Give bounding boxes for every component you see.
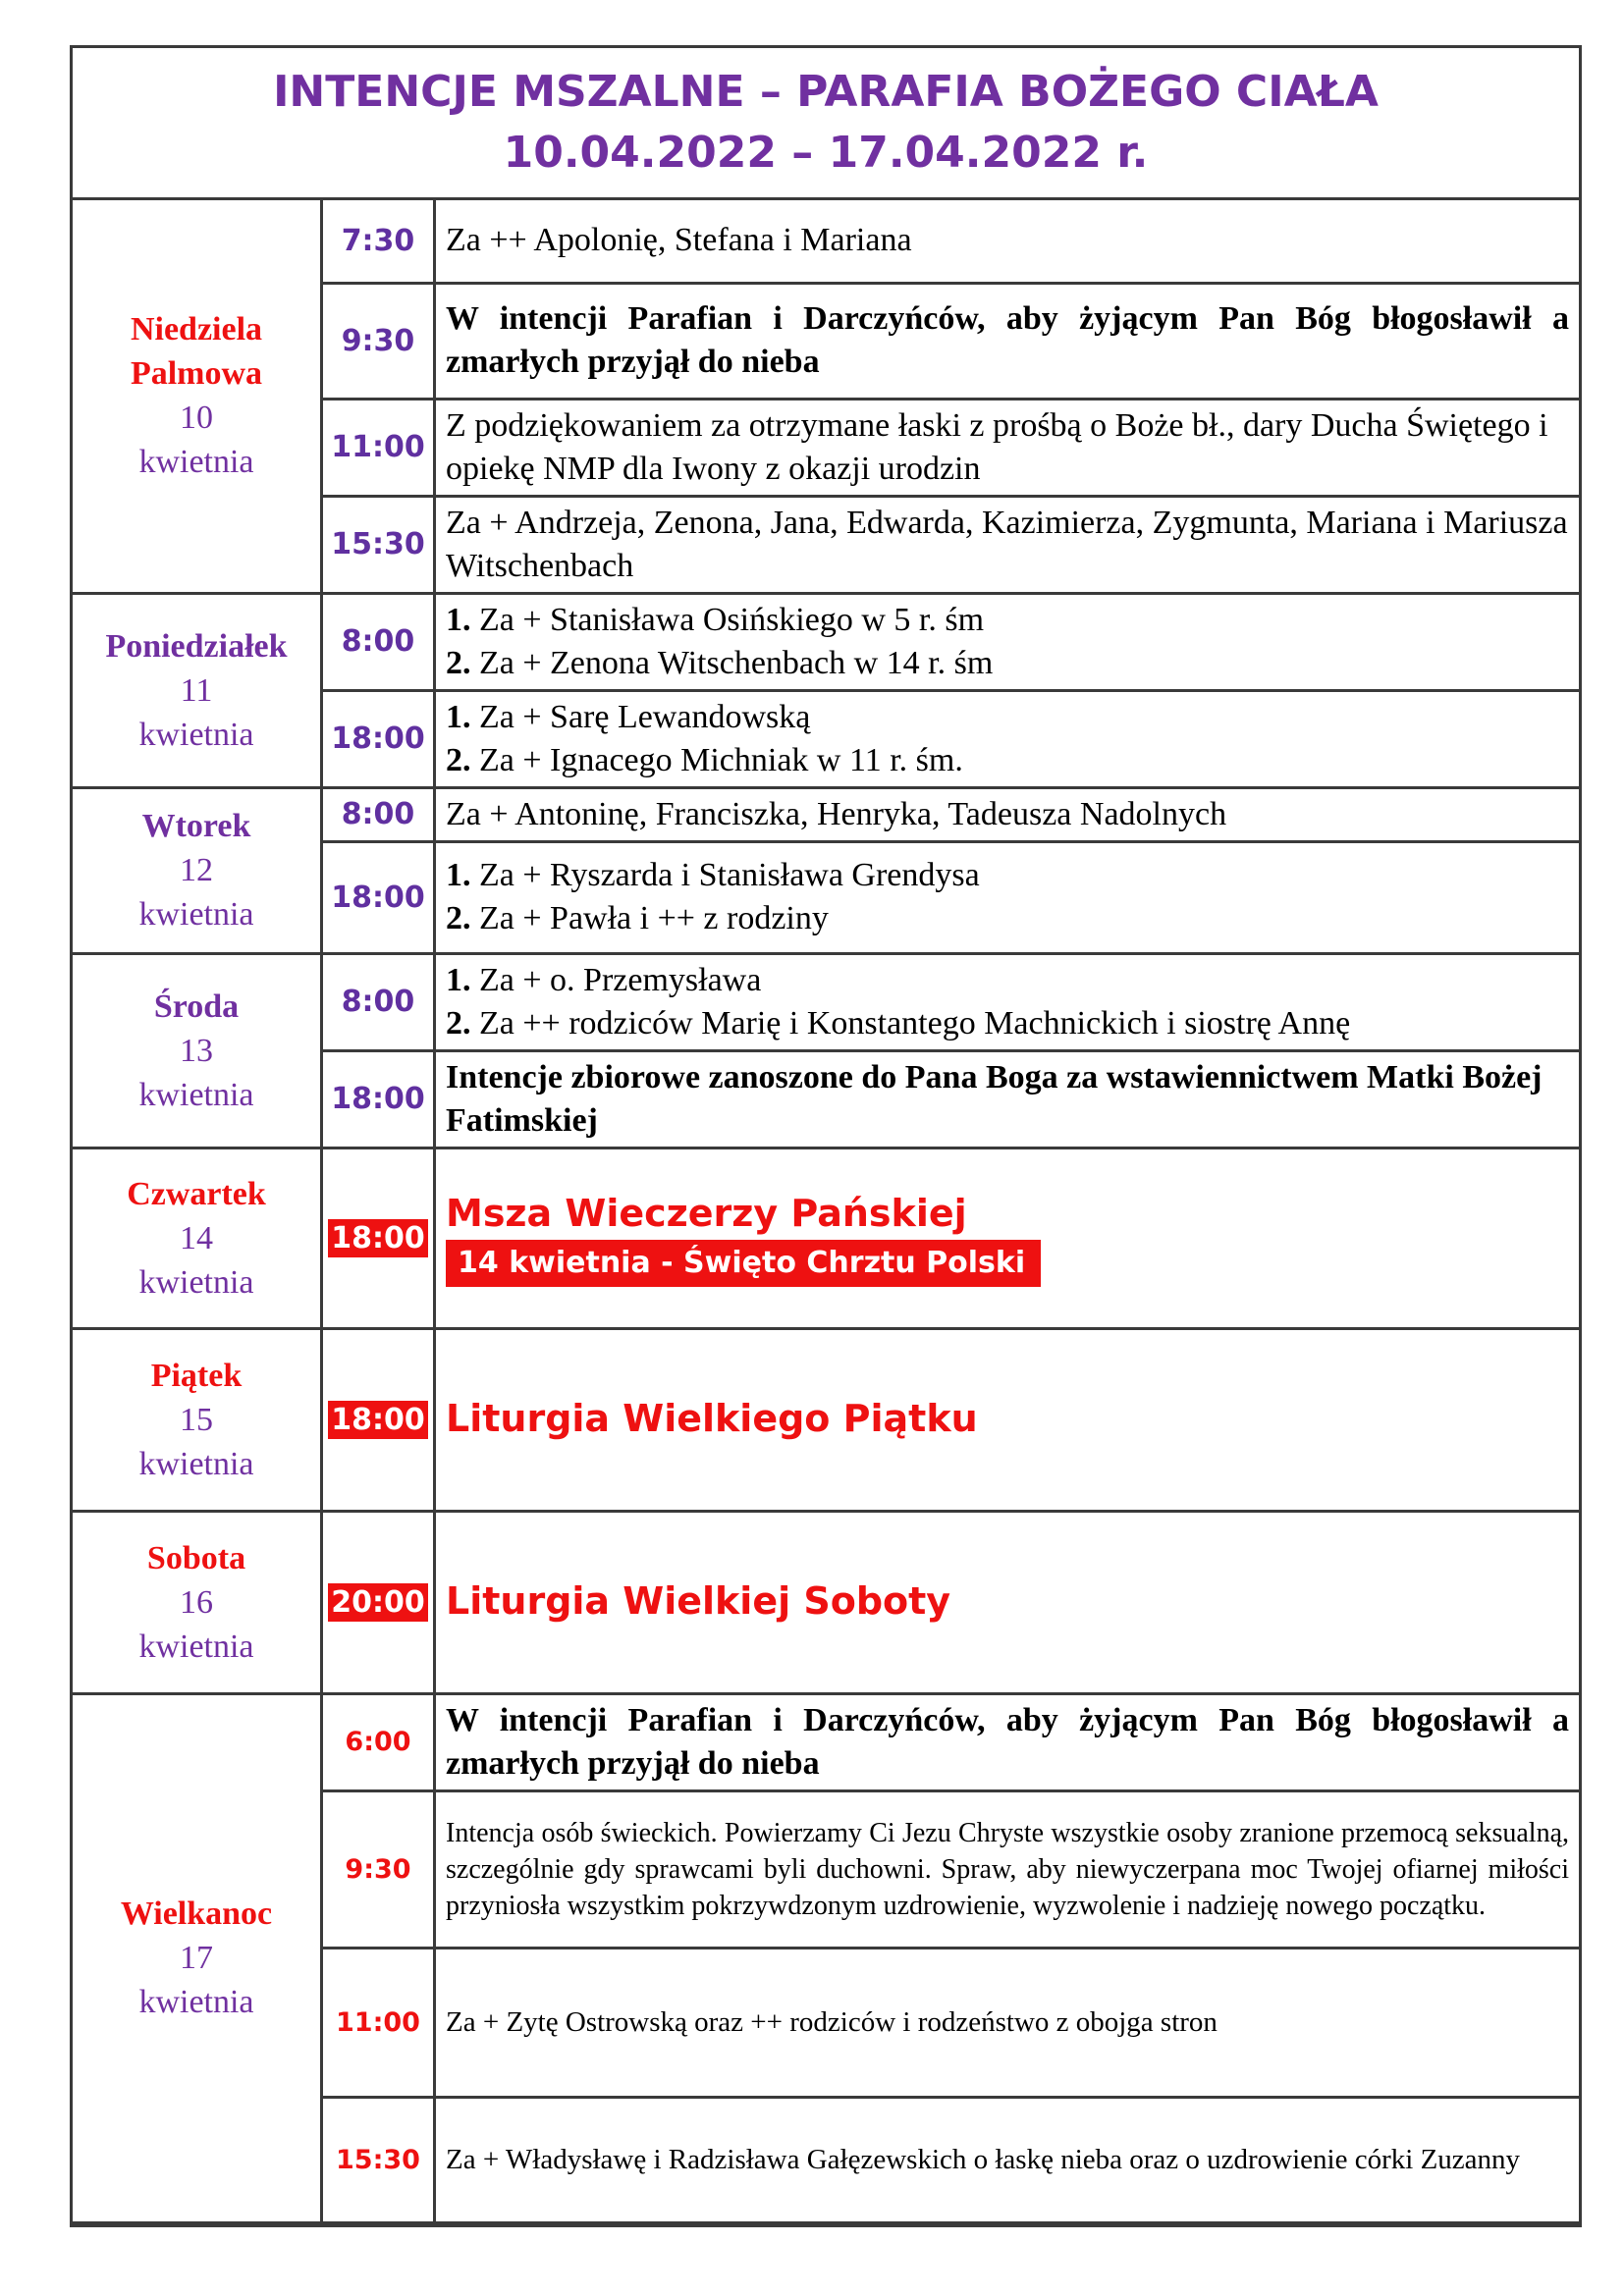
mass-intention xyxy=(435,953,1580,1050)
intentions-sheet xyxy=(70,45,1582,2227)
day-cell-easter xyxy=(73,1693,322,2222)
mass-time: 18:00 xyxy=(328,1401,428,1439)
page-title xyxy=(73,48,1579,200)
day-cell-saturday xyxy=(73,1511,322,1693)
day-name: Poniedziałek xyxy=(105,627,288,665)
day-cell-thursday xyxy=(73,1148,322,1328)
intention-number: 1. xyxy=(446,698,471,735)
day-month: kwietnia xyxy=(138,1076,254,1113)
intention-line: Za + Zenona Witschenbach w 14 r. śm xyxy=(470,644,994,681)
day-name: Niedziela xyxy=(130,311,263,348)
day-month: kwietnia xyxy=(138,1445,254,1482)
day-month: kwietnia xyxy=(138,1628,254,1665)
mass-intention: Intencja osób świeckich. Powierzamy Ci Jezu Chryste wszystkie osoby zranione przemocą seksualną, szczególnie gdy sprawcami byli duchowni. Spraw, aby niewyczerpana moc Twojej ofiarnej miłości przyniosła wszystkim pokrzywdzonym uzdrowienie, wyzwolenie i nadzieję nowego początku. xyxy=(435,1790,1580,1948)
day-name: Piątek xyxy=(150,1357,243,1394)
table-row xyxy=(73,1511,1579,1693)
day-month: kwietnia xyxy=(138,1263,254,1301)
mass-time: 9:30 xyxy=(322,283,435,399)
feast-title: Msza Wieczerzy Pańskiej xyxy=(446,1192,967,1235)
intention-number: 2. xyxy=(446,644,471,681)
mass-time-cell xyxy=(322,1328,435,1511)
mass-intention: W intencji Parafian i Darczyńców, aby żyjącym Pan Bóg błogosławił a zmarłych przyjął do nieba xyxy=(435,283,1580,399)
mass-intention: Za + Andrzeja, Zenona, Jana, Edwarda, Kazimierza, Zygmunta, Mariana i Mariusza Witschenbach xyxy=(435,496,1580,593)
mass-time: 7:30 xyxy=(322,200,435,283)
title-line-2: 10.04.2022 – 17.04.2022 r. xyxy=(503,128,1149,178)
day-number: 12 xyxy=(180,852,213,888)
table-row xyxy=(73,1148,1579,1328)
table-row xyxy=(73,593,1579,690)
intention-line: Za + Sarę Lewandowską xyxy=(470,698,811,735)
mass-intention xyxy=(435,1148,1580,1328)
schedule-table xyxy=(73,200,1579,2224)
day-cell-tuesday xyxy=(73,787,322,953)
intention-number: 2. xyxy=(446,741,471,778)
mass-intention: Za + Antoninę, Franciszka, Henryka, Tadeusza Nadolnych xyxy=(435,787,1580,841)
intention-line: Za ++ rodziców Marię i Konstantego Machnickich i siostrę Annę xyxy=(470,1004,1351,1041)
mass-time: 11:00 xyxy=(322,399,435,496)
table-row xyxy=(73,1693,1579,1790)
day-number: 11 xyxy=(180,671,213,709)
mass-time: 15:30 xyxy=(322,2097,435,2222)
intention-line: Za + Ignacego Michniak w 11 r. śm. xyxy=(470,741,963,778)
intention-number: 2. xyxy=(446,1004,471,1041)
mass-intention: Za + Zytę Ostrowską oraz ++ rodziców i rodzeństwo z obojga stron xyxy=(435,1948,1580,2097)
mass-intention: Z podziękowaniem za otrzymane łaski z prośbą o Boże bł., dary Ducha Świętego i opiekę NMP dla Iwony z okazji urodzin xyxy=(435,399,1580,496)
mass-intention xyxy=(435,690,1580,787)
day-number: 10 xyxy=(180,400,213,437)
intention-number: 1. xyxy=(446,857,471,893)
day-cell-monday xyxy=(73,593,322,787)
table-row xyxy=(73,1328,1579,1511)
mass-time: 18:00 xyxy=(322,690,435,787)
mass-intention xyxy=(435,593,1580,690)
mass-time: 6:00 xyxy=(322,1693,435,1790)
mass-time: 15:30 xyxy=(322,496,435,593)
mass-time: 9:30 xyxy=(322,1790,435,1948)
mass-time: 8:00 xyxy=(322,593,435,690)
table-row xyxy=(73,953,1579,1050)
day-cell-wednesday xyxy=(73,953,322,1148)
day-name: Palmowa xyxy=(130,355,263,393)
day-month: kwietnia xyxy=(138,444,254,481)
day-number: 16 xyxy=(180,1583,213,1621)
day-cell-sunday xyxy=(73,200,322,593)
liturgy-title: Liturgia Wielkiej Soboty xyxy=(446,1578,951,1623)
table-row xyxy=(73,787,1579,841)
mass-time: 18:00 xyxy=(322,841,435,953)
liturgy-title: Liturgia Wielkiego Piątku xyxy=(446,1396,978,1440)
mass-intention: W intencji Parafian i Darczyńców, aby żyjącym Pan Bóg błogosławił a zmarłych przyjął do nieba xyxy=(435,1693,1580,1790)
mass-time-cell xyxy=(322,1511,435,1693)
mass-time: 20:00 xyxy=(328,1583,428,1622)
day-name: Czwartek xyxy=(127,1175,266,1212)
mass-intention: Za + Władysławę i Radzisława Gałęzewskich o łaskę nieba oraz o uzdrowienie córki Zuzanny xyxy=(435,2097,1580,2222)
mass-time-cell xyxy=(322,1148,435,1328)
mass-time: 18:00 xyxy=(328,1219,428,1257)
day-month: kwietnia xyxy=(138,716,254,753)
day-name: Sobota xyxy=(146,1539,246,1576)
day-number: 17 xyxy=(180,1940,213,1976)
mass-time: 8:00 xyxy=(322,787,435,841)
day-month: kwietnia xyxy=(138,1984,254,2020)
day-name: Środa xyxy=(153,988,240,1025)
mass-intention: Za ++ Apolonię, Stefana i Mariana xyxy=(435,200,1580,283)
intention-number: 1. xyxy=(446,601,471,638)
intention-number: 1. xyxy=(446,961,471,998)
mass-time: 8:00 xyxy=(322,953,435,1050)
day-cell-friday xyxy=(73,1328,322,1511)
day-month: kwietnia xyxy=(138,896,254,933)
mass-intention xyxy=(435,841,1580,953)
day-number: 13 xyxy=(180,1032,213,1069)
mass-time: 11:00 xyxy=(322,1948,435,2097)
title-line-1: INTENCJE MSZALNE – PARAFIA BOŻEGO CIAŁA xyxy=(273,67,1379,117)
mass-intention xyxy=(435,1328,1580,1511)
mass-time: 18:00 xyxy=(322,1050,435,1148)
day-name: Wtorek xyxy=(141,808,251,844)
intention-line: Za + Pawła i ++ z rodziny xyxy=(470,900,829,936)
day-number: 15 xyxy=(180,1401,213,1438)
day-name: Wielkanoc xyxy=(120,1896,273,1932)
mass-intention xyxy=(435,1511,1580,1693)
intention-line: Za + o. Przemysława xyxy=(470,961,762,998)
table-row xyxy=(73,200,1579,283)
day-number: 14 xyxy=(180,1219,213,1256)
intention-line: Za + Stanisława Osińskiego w 5 r. śm xyxy=(470,601,985,638)
intention-number: 2. xyxy=(446,900,471,936)
intention-line: Za + Ryszarda i Stanisława Grendysa xyxy=(470,857,980,893)
mass-intention: Intencje zbiorowe zanoszone do Pana Boga za wstawiennictwem Matki Bożej Fatimskiej xyxy=(435,1050,1580,1148)
feast-subtitle: 14 kwietnia - Święto Chrztu Polski xyxy=(446,1240,1041,1287)
